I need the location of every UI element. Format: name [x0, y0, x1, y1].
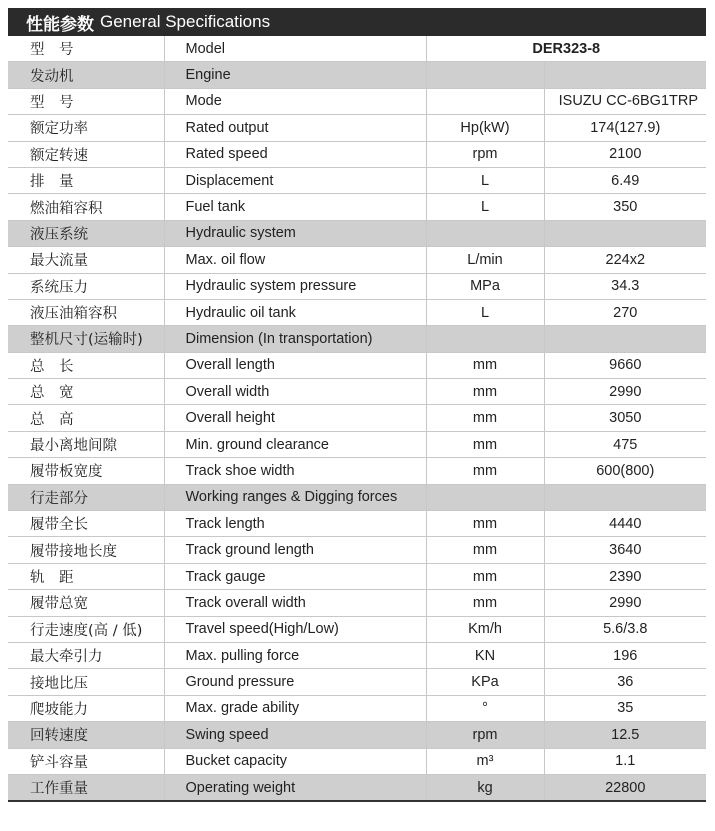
row-value: 6.49 — [544, 167, 706, 193]
row-unit: kg — [426, 774, 544, 801]
row-value: 350 — [544, 194, 706, 220]
row-label-en: Operating weight — [164, 774, 426, 801]
row-label-en: Max. oil flow — [164, 247, 426, 273]
row-unit: mm — [426, 458, 544, 484]
spec-row — [8, 642, 706, 668]
row-value — [544, 220, 706, 246]
row-label-cn: 型 号 — [8, 88, 164, 114]
row-label-en: Hydraulic system — [164, 220, 426, 246]
row-unit: ° — [426, 695, 544, 721]
row-label-en: Track length — [164, 511, 426, 537]
spec-row — [8, 722, 706, 748]
spec-row — [8, 247, 706, 273]
row-label-en: Rated speed — [164, 141, 426, 167]
row-label-en: Hydraulic oil tank — [164, 299, 426, 325]
spec-row — [8, 88, 706, 114]
row-unit: mm — [426, 405, 544, 431]
row-label-cn: 接地比压 — [8, 669, 164, 695]
row-value: 2990 — [544, 590, 706, 616]
row-unit: KPa — [426, 669, 544, 695]
spec-sheet — [8, 8, 706, 802]
spec-row — [8, 141, 706, 167]
row-label-cn: 总 高 — [8, 405, 164, 431]
row-label-cn: 行走部分 — [8, 484, 164, 510]
row-unit: mm — [426, 590, 544, 616]
row-value: 36 — [544, 669, 706, 695]
row-value: 600(800) — [544, 458, 706, 484]
row-label-en: Track ground length — [164, 537, 426, 563]
row-unit: m³ — [426, 748, 544, 774]
spec-row — [8, 379, 706, 405]
row-label-en: Ground pressure — [164, 669, 426, 695]
row-label-en: Max. pulling force — [164, 642, 426, 668]
spec-row — [8, 669, 706, 695]
spec-row — [8, 695, 706, 721]
spec-table-body — [8, 36, 706, 801]
row-label-en: Travel speed(High/Low) — [164, 616, 426, 642]
row-value: 2990 — [544, 379, 706, 405]
row-value: 2390 — [544, 563, 706, 589]
row-value: 196 — [544, 642, 706, 668]
row-unit: MPa — [426, 273, 544, 299]
row-value: 22800 — [544, 774, 706, 801]
row-unit: mm — [426, 352, 544, 378]
row-label-cn: 额定功率 — [8, 115, 164, 141]
section-row — [8, 62, 706, 88]
spec-row — [8, 537, 706, 563]
row-label-en: Min. ground clearance — [164, 431, 426, 457]
row-value: 5.6/3.8 — [544, 616, 706, 642]
row-value: 35 — [544, 695, 706, 721]
row-label-en: Overall width — [164, 379, 426, 405]
row-label-cn: 型 号 — [8, 36, 164, 62]
row-value: 270 — [544, 299, 706, 325]
row-value: 2100 — [544, 141, 706, 167]
row-label-cn: 回转速度 — [8, 722, 164, 748]
row-unit: Hp(kW) — [426, 115, 544, 141]
row-label-en: Dimension (In transportation) — [164, 326, 426, 352]
spec-row — [8, 36, 706, 62]
row-label-cn: 履带总宽 — [8, 590, 164, 616]
row-label-cn: 燃油箱容积 — [8, 194, 164, 220]
row-label-en: Mode — [164, 88, 426, 114]
row-label-en: Model — [164, 36, 426, 62]
row-unit: mm — [426, 379, 544, 405]
row-label-cn: 排 量 — [8, 167, 164, 193]
row-unit — [426, 62, 544, 88]
row-unit — [426, 88, 544, 114]
row-unit: rpm — [426, 141, 544, 167]
spec-row — [8, 458, 706, 484]
row-label-cn: 轨 距 — [8, 563, 164, 589]
row-unit — [426, 326, 544, 352]
row-label-en: Track overall width — [164, 590, 426, 616]
spec-row — [8, 748, 706, 774]
row-unit: mm — [426, 431, 544, 457]
row-label-en: Hydraulic system pressure — [164, 273, 426, 299]
spec-row — [8, 590, 706, 616]
row-value: 174(127.9) — [544, 115, 706, 141]
row-label-cn: 发动机 — [8, 62, 164, 88]
row-label-cn: 液压油箱容积 — [8, 299, 164, 325]
spec-row — [8, 352, 706, 378]
row-value: ISUZU CC-6BG1TRP — [544, 88, 706, 114]
row-label-cn: 液压系统 — [8, 220, 164, 246]
row-value — [544, 484, 706, 510]
row-label-en: Working ranges & Digging forces — [164, 484, 426, 510]
row-label-en: Overall length — [164, 352, 426, 378]
row-value: 34.3 — [544, 273, 706, 299]
row-label-cn: 整机尺寸(运输时) — [8, 326, 164, 352]
row-value: 1.1 — [544, 748, 706, 774]
row-label-cn: 最大牵引力 — [8, 642, 164, 668]
section-row — [8, 220, 706, 246]
row-label-cn: 爬坡能力 — [8, 695, 164, 721]
spec-table — [8, 36, 706, 802]
row-label-cn: 工作重量 — [8, 774, 164, 801]
row-label-cn: 总 宽 — [8, 379, 164, 405]
row-value — [544, 326, 706, 352]
section-row — [8, 326, 706, 352]
row-label-cn: 履带板宽度 — [8, 458, 164, 484]
row-value: 224x2 — [544, 247, 706, 273]
row-label-en: Rated output — [164, 115, 426, 141]
row-unit: Km/h — [426, 616, 544, 642]
spec-row — [8, 511, 706, 537]
row-unit: rpm — [426, 722, 544, 748]
row-unit: mm — [426, 511, 544, 537]
row-label-en: Displacement — [164, 167, 426, 193]
spec-row — [8, 115, 706, 141]
row-value: 3640 — [544, 537, 706, 563]
row-label-en: Fuel tank — [164, 194, 426, 220]
row-value: 12.5 — [544, 722, 706, 748]
row-unit: mm — [426, 563, 544, 589]
row-unit: mm — [426, 537, 544, 563]
row-unit — [426, 220, 544, 246]
row-label-en: Overall height — [164, 405, 426, 431]
spec-row — [8, 273, 706, 299]
row-label-en: Track gauge — [164, 563, 426, 589]
spec-row — [8, 774, 706, 801]
row-value — [544, 62, 706, 88]
row-label-cn: 总 长 — [8, 352, 164, 378]
row-label-cn: 行走速度(高 / 低) — [8, 616, 164, 642]
row-unit: L — [426, 167, 544, 193]
spec-row — [8, 563, 706, 589]
title-bar — [8, 8, 706, 36]
model-value: DER323-8 — [426, 36, 706, 62]
title-cn: 性能参数 — [26, 14, 94, 35]
row-label-cn: 履带接地长度 — [8, 537, 164, 563]
row-label-cn: 额定转速 — [8, 141, 164, 167]
row-label-en: Track shoe width — [164, 458, 426, 484]
spec-row — [8, 616, 706, 642]
section-row — [8, 484, 706, 510]
row-label-en: Max. grade ability — [164, 695, 426, 721]
row-label-cn: 最大流量 — [8, 247, 164, 273]
title-en: General Specifications — [100, 12, 271, 31]
spec-row — [8, 405, 706, 431]
row-label-en: Bucket capacity — [164, 748, 426, 774]
row-label-cn: 铲斗容量 — [8, 748, 164, 774]
row-label-cn: 最小离地间隙 — [8, 431, 164, 457]
row-unit: L/min — [426, 247, 544, 273]
spec-row — [8, 167, 706, 193]
row-label-cn: 系统压力 — [8, 273, 164, 299]
row-unit — [426, 484, 544, 510]
spec-row — [8, 194, 706, 220]
row-label-en: Swing speed — [164, 722, 426, 748]
row-unit: L — [426, 299, 544, 325]
row-unit: L — [426, 194, 544, 220]
spec-row — [8, 431, 706, 457]
row-unit: KN — [426, 642, 544, 668]
row-label-en: Engine — [164, 62, 426, 88]
spec-row — [8, 299, 706, 325]
row-label-cn: 履带全长 — [8, 511, 164, 537]
row-value: 3050 — [544, 405, 706, 431]
row-value: 475 — [544, 431, 706, 457]
row-value: 9660 — [544, 352, 706, 378]
row-value: 4440 — [544, 511, 706, 537]
